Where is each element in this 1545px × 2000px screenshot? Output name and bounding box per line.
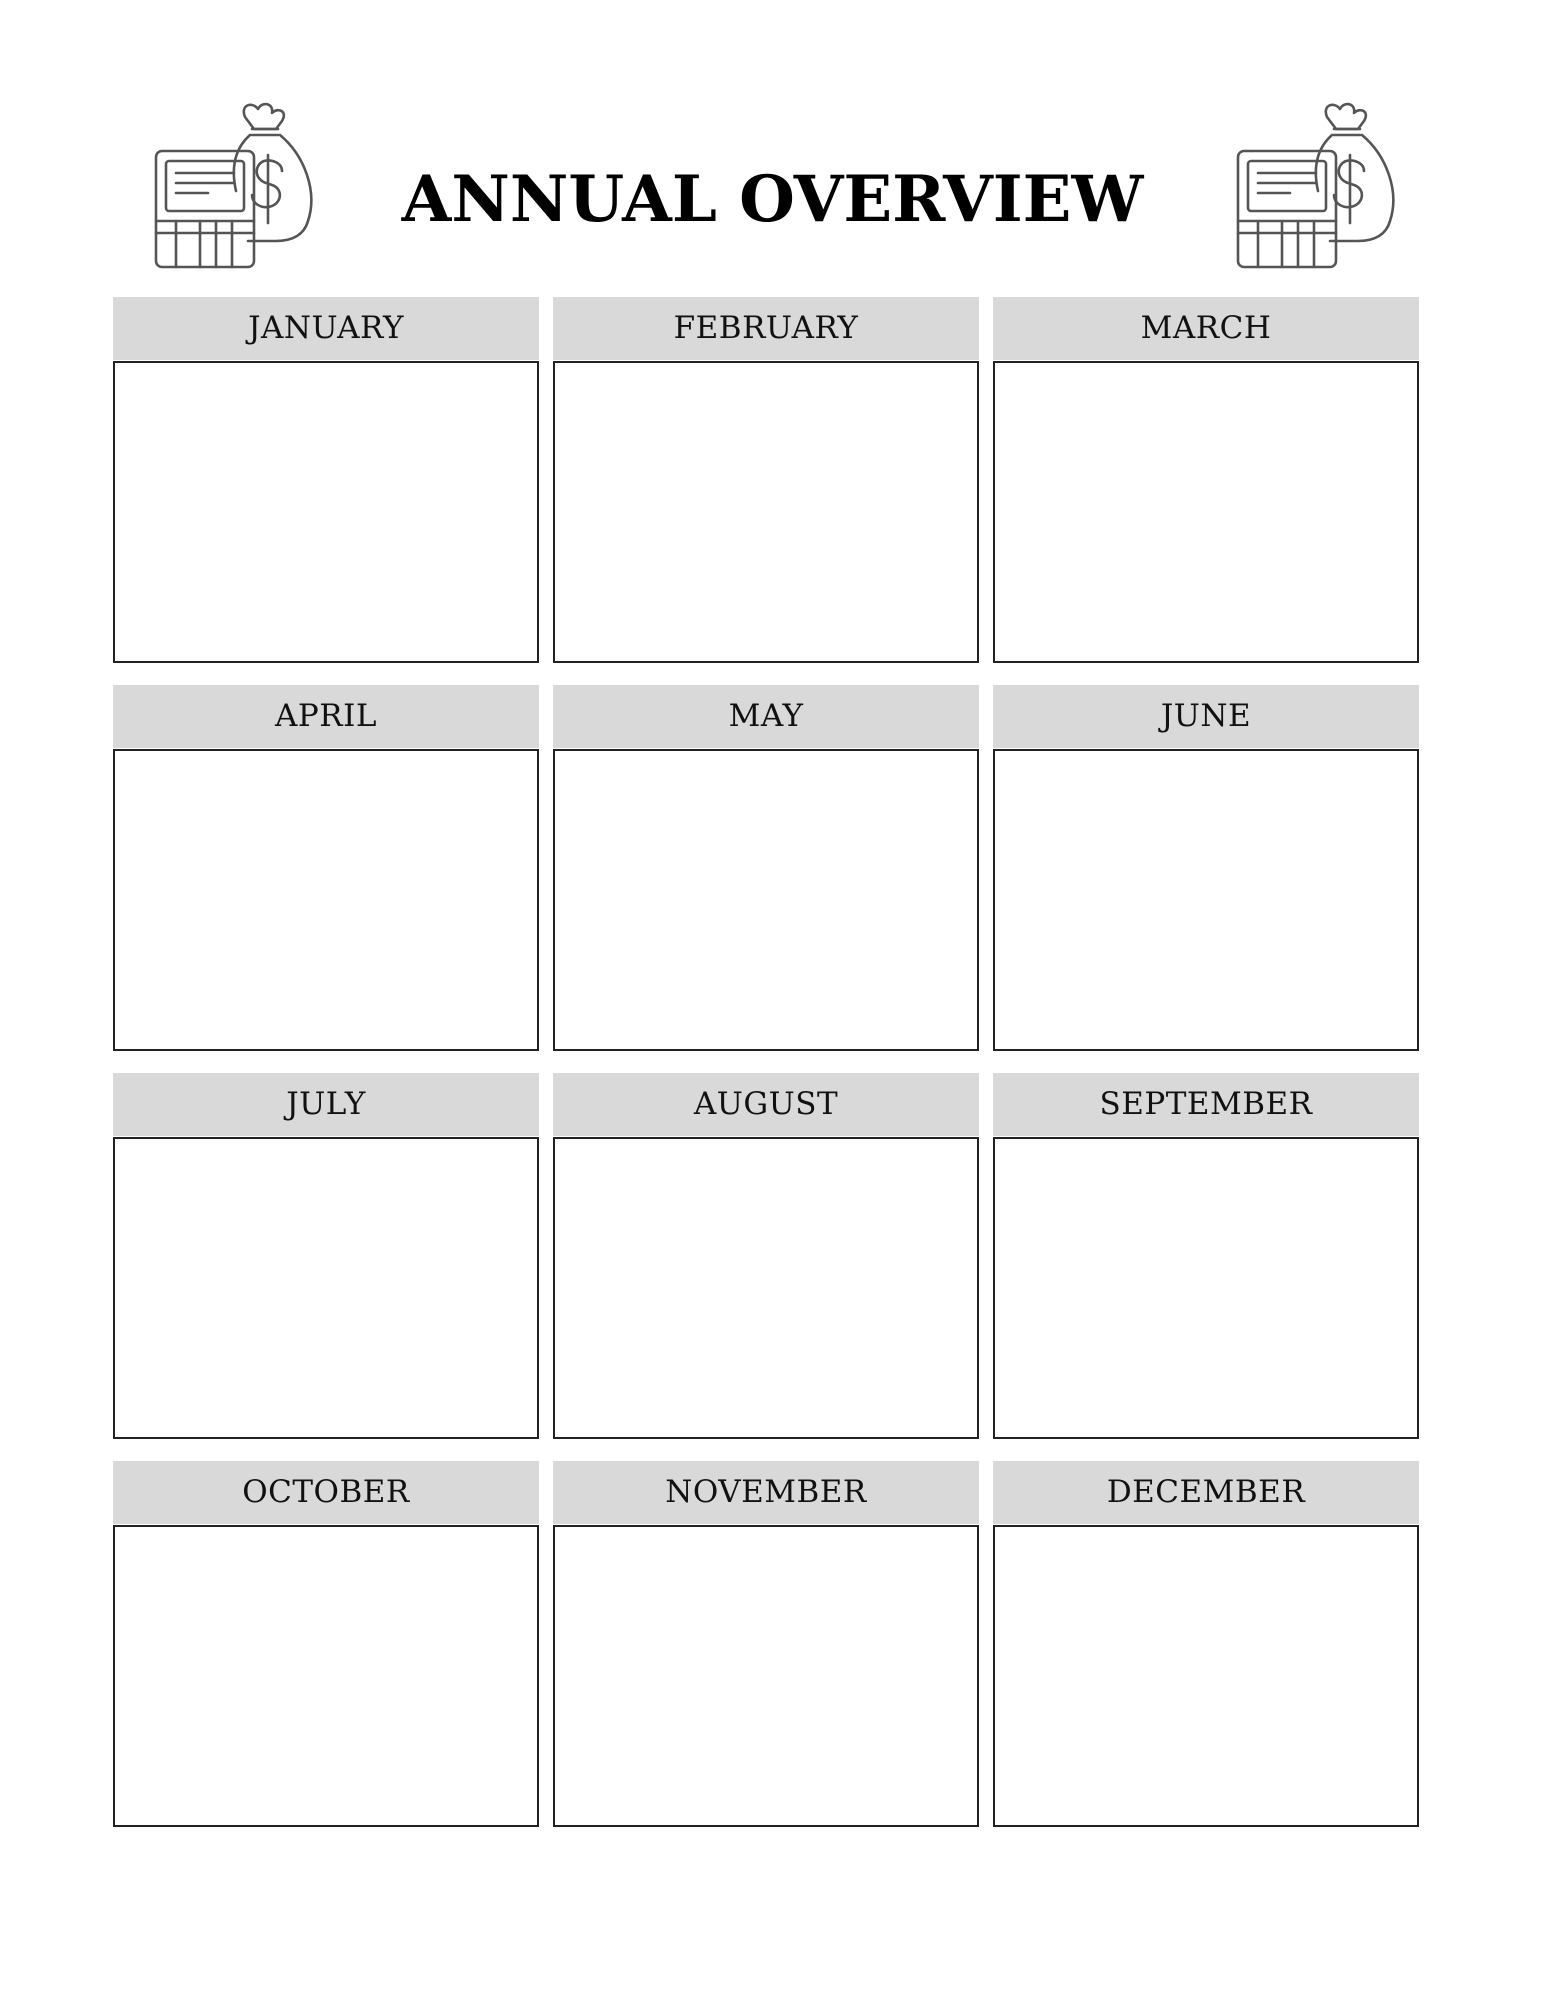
- month-header: JUNE: [993, 685, 1419, 748]
- month-header: NOVEMBER: [553, 1461, 979, 1524]
- month-notes-box[interactable]: [993, 1137, 1419, 1439]
- month-card-may: [553, 685, 979, 1051]
- month-card-february: [553, 297, 979, 663]
- month-header: MAY: [553, 685, 979, 748]
- month-notes-box[interactable]: [113, 749, 539, 1051]
- month-header: APRIL: [113, 685, 539, 748]
- month-card-august: [553, 1073, 979, 1439]
- month-notes-box[interactable]: [553, 1525, 979, 1827]
- month-header: DECEMBER: [993, 1461, 1419, 1524]
- month-card-january: [113, 297, 539, 663]
- month-card-november: [553, 1461, 979, 1827]
- month-header: AUGUST: [553, 1073, 979, 1136]
- month-notes-box[interactable]: [113, 1525, 539, 1827]
- month-card-march: [993, 297, 1419, 663]
- month-notes-box[interactable]: [553, 1137, 979, 1439]
- month-card-october: [113, 1461, 539, 1827]
- month-card-july: [113, 1073, 539, 1439]
- month-notes-box[interactable]: [113, 361, 539, 663]
- month-header: JULY: [113, 1073, 539, 1136]
- month-notes-box[interactable]: [993, 1525, 1419, 1827]
- month-header: MARCH: [993, 297, 1419, 360]
- month-notes-box[interactable]: [993, 749, 1419, 1051]
- month-card-june: [993, 685, 1419, 1051]
- page-title: ANNUAL OVERVIEW: [401, 162, 1144, 237]
- month-notes-box[interactable]: [553, 749, 979, 1051]
- month-card-december: [993, 1461, 1419, 1827]
- month-header: SEPTEMBER: [993, 1073, 1419, 1136]
- calculator-money-bag-icon: [148, 95, 328, 275]
- calculator-money-bag-icon: [1230, 95, 1410, 275]
- month-card-april: [113, 685, 539, 1051]
- month-card-september: [993, 1073, 1419, 1439]
- month-notes-box[interactable]: [993, 361, 1419, 663]
- month-header: OCTOBER: [113, 1461, 539, 1524]
- month-notes-box[interactable]: [553, 361, 979, 663]
- month-header: FEBRUARY: [553, 297, 979, 360]
- month-notes-box[interactable]: [113, 1137, 539, 1439]
- month-header: JANUARY: [113, 297, 539, 360]
